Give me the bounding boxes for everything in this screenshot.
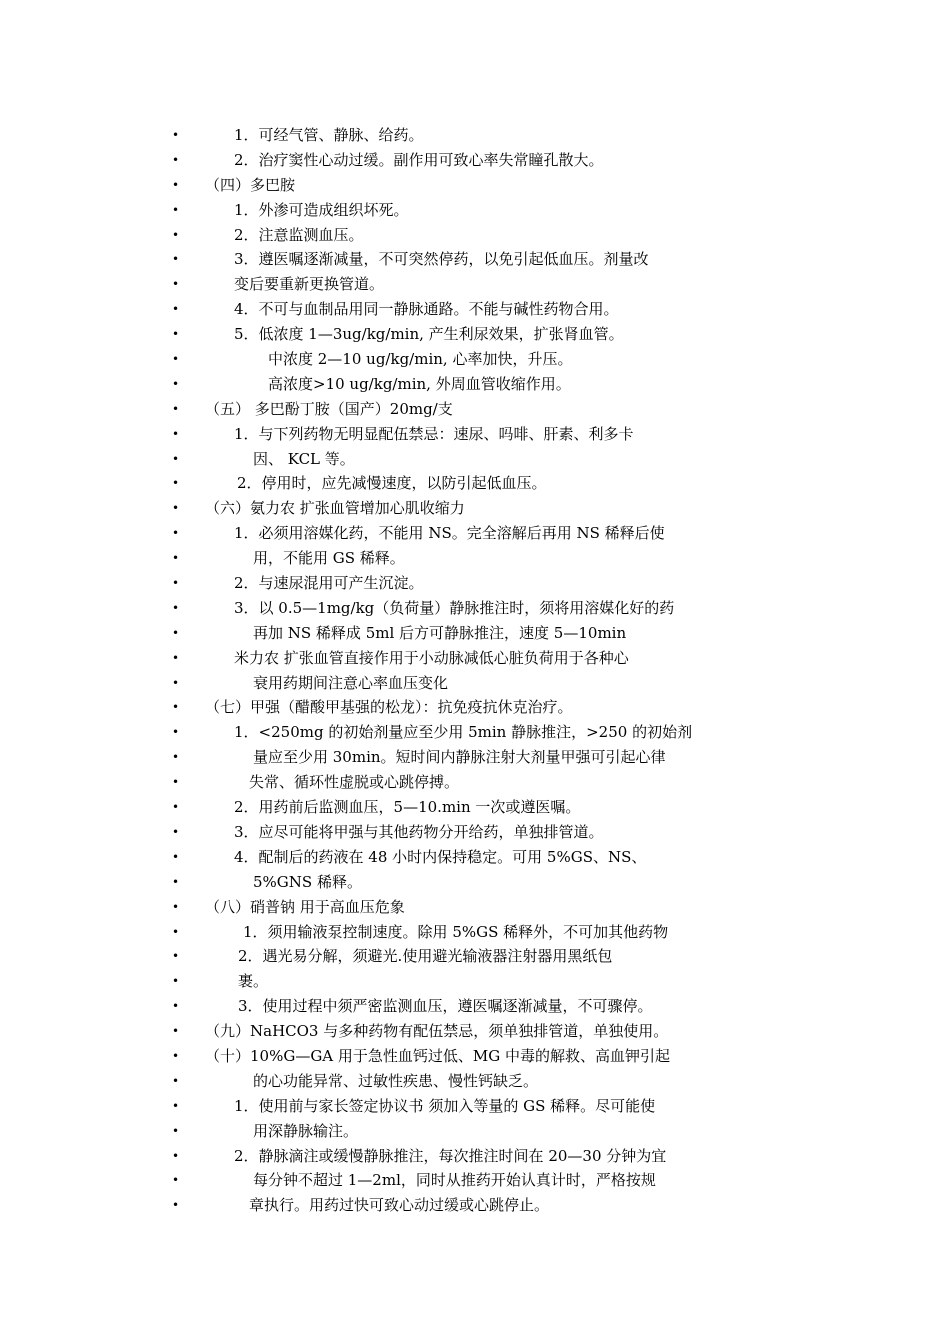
- list-item: [0, 795, 950, 820]
- list-item-text: 2．遇光易分解，须避光.使用避光输液器注射器用黑纸包: [238, 947, 613, 966]
- bullet-icon: •: [172, 277, 180, 292]
- list-item-text: 的心功能异常、过敏性疾患、慢性钙缺乏。: [253, 1071, 539, 1090]
- bullet-icon: •: [172, 526, 180, 541]
- list-item-text: 1．使用前与家长签定协议书 须加入等量的 GS 稀释。尽可能使: [234, 1096, 656, 1115]
- bullet-icon: •: [172, 551, 180, 566]
- list-item-text: 2．与速尿混用可产生沉淀。: [234, 574, 424, 593]
- bullet-icon: •: [172, 775, 180, 790]
- list-item-text: 3．遵医嘱逐渐减量，不可突然停药，以免引起低血压。剂量改: [234, 250, 649, 269]
- bullet-icon: •: [172, 1123, 180, 1138]
- list-item: [0, 671, 950, 696]
- bullet-icon: •: [172, 824, 180, 839]
- list-item: [0, 247, 950, 272]
- list-item-text: （七）甲强（醋酸甲基强的松龙）：抗免疫抗休克治疗。: [205, 698, 573, 717]
- bullet-icon: •: [172, 302, 180, 317]
- list-item-text: 1．须用输液泵控制速度。除用 5%GS 稀释外，不可加其他药物: [243, 922, 669, 941]
- bullet-icon: •: [172, 202, 180, 217]
- list-item-text: 2．停用时，应先减慢速度，以防引起低血压。: [237, 474, 547, 493]
- list-item: [0, 969, 950, 994]
- list-item: [0, 695, 950, 720]
- list-item-text: 裹。: [238, 972, 269, 991]
- bullet-icon: •: [172, 849, 180, 864]
- list-item-text: （八）硝普钠 用于高血压危象: [205, 897, 405, 916]
- bullet-icon: •: [172, 426, 180, 441]
- list-item: [0, 347, 950, 372]
- list-item: [0, 297, 950, 322]
- list-item-text: （九）NaHCO3 与多种药物有配伍禁忌，须单独排管道，单独使用。: [205, 1022, 669, 1041]
- bullet-icon: •: [172, 1048, 180, 1063]
- list-item-text: （六）氨力农 扩张血管增加心肌收缩力: [205, 499, 465, 518]
- list-item-text: 米力农 扩张血管直接作用于小动脉减低心脏负荷用于各种心: [234, 648, 629, 667]
- list-item-text: 3．以 0.5—1mg/kg（负荷量）静脉推注时，须将用溶媒化好的药: [234, 598, 675, 617]
- list-item: [0, 1019, 950, 1044]
- bullet-icon: •: [172, 501, 180, 516]
- list-item-text: 1．必须用溶媒化药，不能用 NS。完全溶解后再用 NS 稀释后使: [234, 524, 665, 543]
- bullet-icon: •: [172, 999, 180, 1014]
- list-item: [0, 322, 950, 347]
- list-item-text: 1．<250mg 的初始剂量应至少用 5min 静脉推注，>250 的初始剂: [234, 723, 693, 742]
- list-item: [0, 596, 950, 621]
- bullet-icon: •: [172, 451, 180, 466]
- bullet-icon: •: [172, 949, 180, 964]
- list-item-text: 衰用药期间注意心率血压变化: [253, 673, 449, 692]
- list-item: [0, 173, 950, 198]
- bullet-icon: •: [172, 1098, 180, 1113]
- list-item: [0, 1193, 950, 1218]
- list-item: [0, 1069, 950, 1094]
- list-item: [0, 845, 950, 870]
- list-item: [0, 1044, 950, 1069]
- list-item-text: 用深静脉输注。: [253, 1121, 359, 1140]
- list-item-text: 失常、循环性虚脱或心跳停搏。: [249, 773, 460, 792]
- bullet-icon: •: [172, 899, 180, 914]
- bullet-icon: •: [172, 874, 180, 889]
- bullet-icon: •: [172, 625, 180, 640]
- list-item: [0, 1119, 950, 1144]
- list-item: [0, 720, 950, 745]
- list-item: [0, 646, 950, 671]
- bullet-icon: •: [172, 128, 180, 142]
- list-item-text: 1．外渗可造成组织坏死。: [234, 200, 409, 219]
- list-item: [0, 745, 950, 770]
- list-item: [0, 397, 950, 422]
- list-item-text: 5．低浓度 1—3ug/kg/min, 产生利尿效果，扩张肾血管。: [234, 325, 624, 344]
- list-item-text: 再加 NS 稀释成 5ml 后方可静脉推注，速度 5—10min: [253, 623, 627, 642]
- list-item-text: （四）多巴胺: [205, 175, 296, 194]
- list-item-text: 2．治疗窦性心动过缓。副作用可致心率失常瞳孔散大。: [234, 150, 604, 169]
- list-item: [0, 870, 950, 895]
- bullet-icon: •: [172, 924, 180, 939]
- list-item-text: 量应至少用 30min。短时间内静脉注射大剂量甲强可引起心律: [253, 748, 666, 767]
- list-item: [0, 447, 950, 472]
- list-item: [0, 471, 950, 496]
- list-item-text: 4．不可与血制品用同一静脉通路。不能与碱性药物合用。: [234, 300, 619, 319]
- document-page: [0, 123, 950, 1218]
- bullet-icon: •: [172, 1148, 180, 1163]
- bullet-icon: •: [172, 376, 180, 391]
- bullet-icon: •: [172, 1024, 180, 1039]
- list-item: [0, 1144, 950, 1169]
- bullet-icon: •: [172, 700, 180, 715]
- list-item-text: 3．应尽可能将甲强与其他药物分开给药，单独排管道。: [234, 822, 604, 841]
- list-item-text: 2．用药前后监测血压，5—10.min 一次或遵医嘱。: [234, 798, 581, 817]
- list-item: [0, 571, 950, 596]
- list-item: [0, 895, 950, 920]
- bullet-icon: •: [172, 177, 180, 192]
- bullet-icon: •: [172, 252, 180, 267]
- list-item: [0, 770, 950, 795]
- list-item-text: 2．注意监测血压。: [234, 225, 364, 244]
- list-item: [0, 920, 950, 945]
- list-item: [0, 820, 950, 845]
- bullet-icon: •: [172, 600, 180, 615]
- list-item-text: 3．使用过程中须严密监测血压，遵医嘱逐渐减量，不可骤停。: [238, 997, 653, 1016]
- bullet-icon: •: [172, 401, 180, 416]
- bullet-icon: •: [172, 650, 180, 665]
- list-item-text: 5%GNS 稀释。: [253, 872, 362, 891]
- list-item: [0, 944, 950, 969]
- bullet-icon: •: [172, 327, 180, 342]
- list-item: [0, 148, 950, 173]
- list-item: [0, 546, 950, 571]
- list-item: [0, 223, 950, 248]
- list-item: [0, 198, 950, 223]
- list-item-text: 4．配制后的药液在 48 小时内保持稳定。可用 5%GS、NS、: [234, 847, 647, 866]
- list-item: [0, 521, 950, 546]
- list-item-text: 用，不能用 GS 稀释。: [253, 549, 405, 568]
- list-item: [0, 994, 950, 1019]
- list-item-text: 2．静脉滴注或缓慢静脉推注，每次推注时间在 20—30 分钟为宜: [234, 1146, 667, 1165]
- list-item: [0, 272, 950, 297]
- list-item: [0, 621, 950, 646]
- bullet-icon: •: [172, 476, 180, 491]
- list-item-text: 高浓度>10 ug/kg/min, 外周血管收缩作用。: [268, 374, 571, 393]
- bullet-icon: •: [172, 352, 180, 367]
- list-item: [0, 1094, 950, 1119]
- bullet-icon: •: [172, 1073, 180, 1088]
- bullet-icon: •: [172, 974, 180, 989]
- list-item-text: （五） 多巴酚丁胺（国产）20mg/支: [205, 399, 453, 418]
- list-item-text: 1．可经气管、静脉、给药。: [234, 126, 424, 144]
- list-item-text: 变后要重新更换管道。: [234, 275, 385, 294]
- list-item: [0, 1168, 950, 1193]
- list-item-text: （十）10%G—GA 用于急性血钙过低、MG 中毒的解救、高血钾引起: [205, 1046, 671, 1065]
- bullet-icon: •: [172, 725, 180, 740]
- list-item-text: 因、 KCL 等。: [253, 449, 355, 468]
- bullet-icon: •: [172, 800, 180, 815]
- list-item-text: 中浓度 2—10 ug/kg/min, 心率加快，升压。: [268, 350, 573, 369]
- bullet-icon: •: [172, 576, 180, 591]
- list-item-text: 每分钟不超过 1—2ml，同时从推药开始认真计时，严格按规: [253, 1171, 656, 1190]
- list-item: [0, 123, 950, 148]
- list-item: [0, 496, 950, 521]
- list-item: [0, 372, 950, 397]
- bullet-icon: •: [172, 227, 180, 242]
- list-item: [0, 422, 950, 447]
- bullet-icon: •: [172, 1173, 180, 1188]
- bullet-icon: •: [172, 152, 180, 167]
- bullet-icon: •: [172, 675, 180, 690]
- bullet-icon: •: [172, 750, 180, 765]
- list-item-text: 章执行。用药过快可致心动过缓或心跳停止。: [249, 1196, 550, 1215]
- list-item-text: 1．与下列药物无明显配伍禁忌：速尿、吗啡、肝素、利多卡: [234, 424, 634, 443]
- bullet-icon: •: [172, 1198, 180, 1213]
